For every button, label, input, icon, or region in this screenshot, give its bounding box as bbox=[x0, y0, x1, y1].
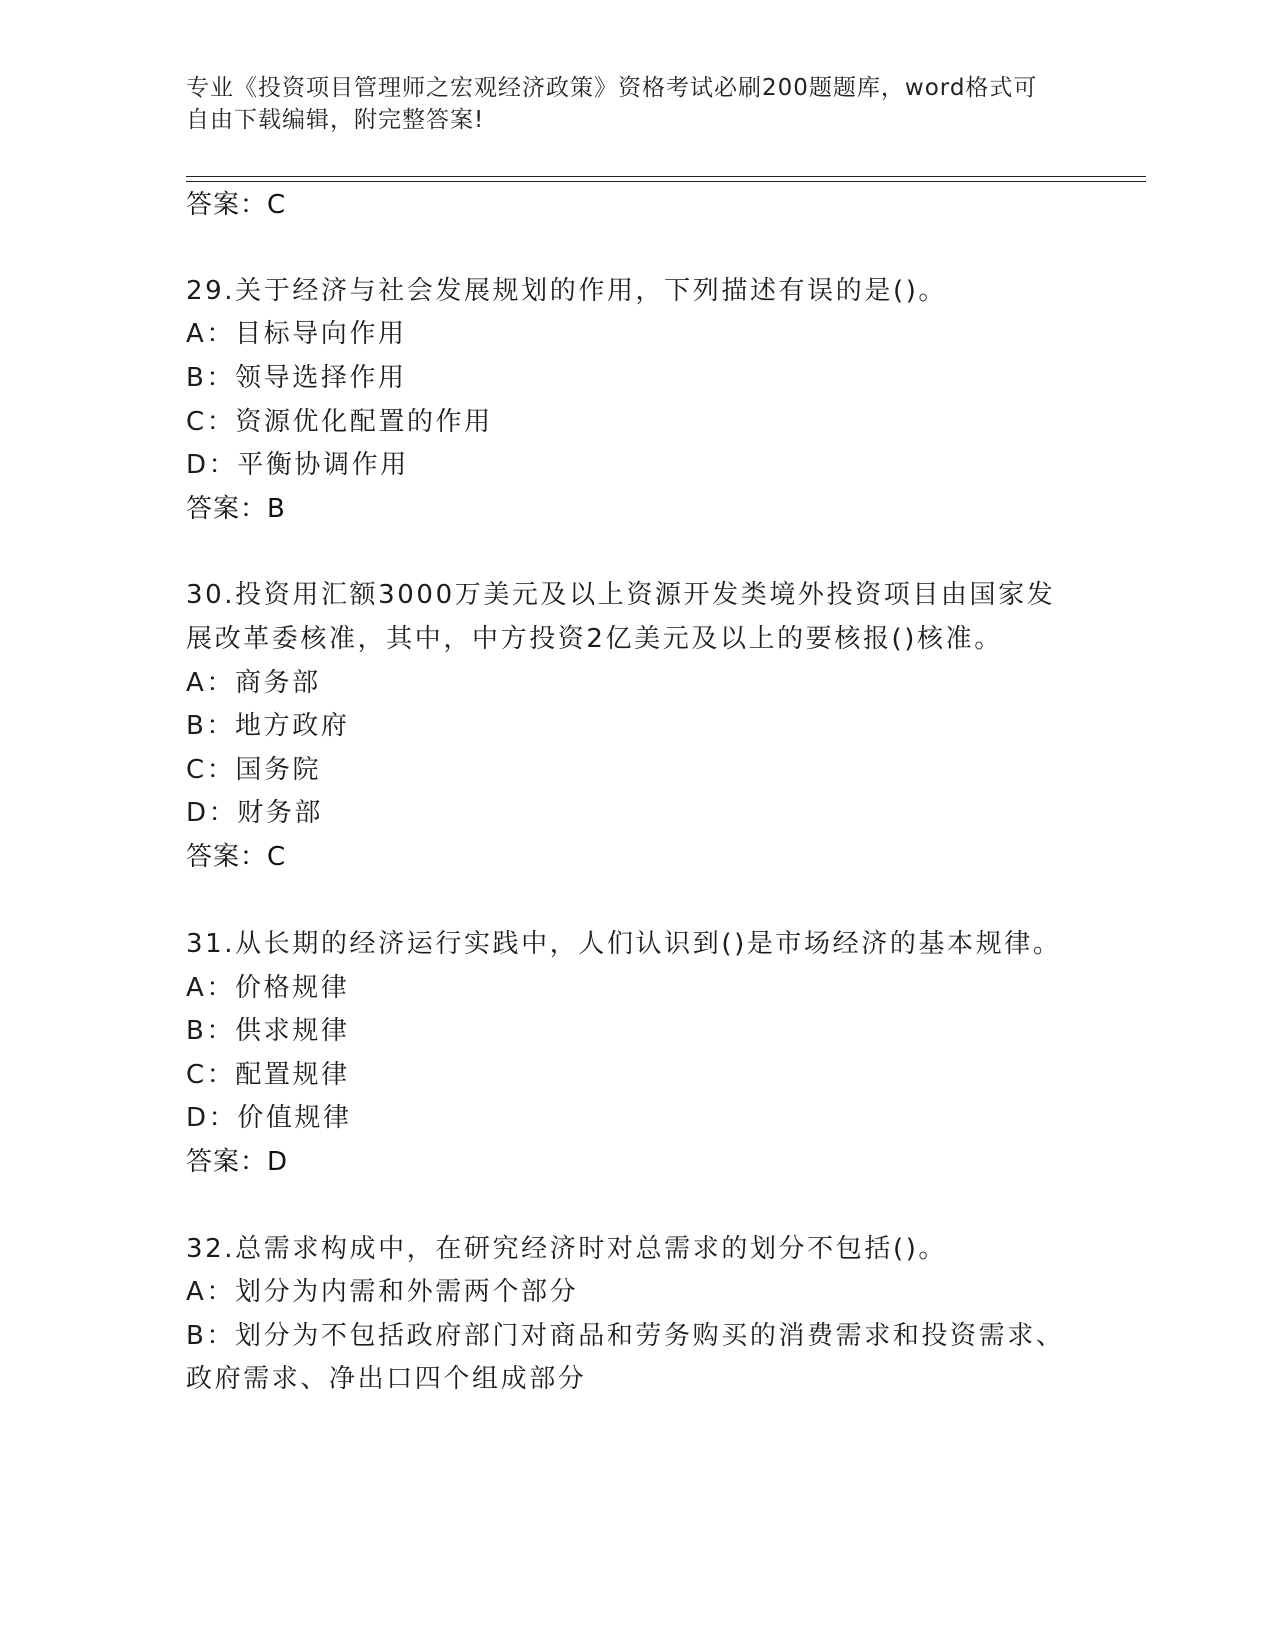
option-c: C：国务院 bbox=[186, 755, 322, 785]
option-d: D：平衡协调作用 bbox=[186, 450, 409, 480]
option-a: A：价格规律 bbox=[186, 973, 350, 1003]
option-c: C：配置规律 bbox=[186, 1060, 350, 1090]
option-b: B：领导选择作用 bbox=[186, 363, 407, 393]
question-stem-continued: 展改革委核准，其中，中方投资2亿美元及以上的要核报()核准。 bbox=[186, 624, 1003, 654]
answer-line: 答案：D bbox=[186, 1147, 289, 1177]
answer-line: 答案：B bbox=[186, 494, 286, 524]
question-stem: 30.投资用汇额3000万美元及以上资源开发类境外投资项目由国家发 bbox=[186, 580, 1056, 610]
header-line-2: 自由下载编辑，附完整答案! bbox=[186, 107, 485, 133]
header-divider-top bbox=[186, 176, 1146, 177]
option-b: B：地方政府 bbox=[186, 711, 350, 741]
question-stem: 32.总需求构成中，在研究经济时对总需求的划分不包括()。 bbox=[186, 1234, 948, 1264]
answer-line: 答案：C bbox=[186, 842, 287, 872]
option-d: D：财务部 bbox=[186, 798, 324, 828]
option-d: D：价值规律 bbox=[186, 1103, 352, 1133]
option-b-continued: 政府需求、净出口四个组成部分 bbox=[186, 1364, 587, 1394]
question-stem: 29.关于经济与社会发展规划的作用，下列描述有误的是()。 bbox=[186, 276, 948, 306]
option-c: C：资源优化配置的作用 bbox=[186, 407, 493, 437]
header-line-1: 专业《投资项目管理师之宏观经济政策》资格考试必刷200题题库，word格式可 bbox=[186, 75, 1038, 101]
option-a: A：商务部 bbox=[186, 668, 321, 698]
header-divider-bottom bbox=[186, 181, 1146, 182]
document-header bbox=[186, 72, 1066, 136]
option-a: A：划分为内需和外需两个部分 bbox=[186, 1277, 579, 1307]
option-b: B：供求规律 bbox=[186, 1016, 350, 1046]
option-b: B：划分为不包括政府部门对商品和劳务购买的消费需求和投资需求、 bbox=[186, 1321, 1065, 1351]
answer-line: 答案：C bbox=[186, 190, 287, 220]
option-a: A：目标导向作用 bbox=[186, 319, 407, 349]
question-stem: 31.从长期的经济运行实践中，人们认识到()是市场经济的基本规律。 bbox=[186, 929, 1062, 959]
